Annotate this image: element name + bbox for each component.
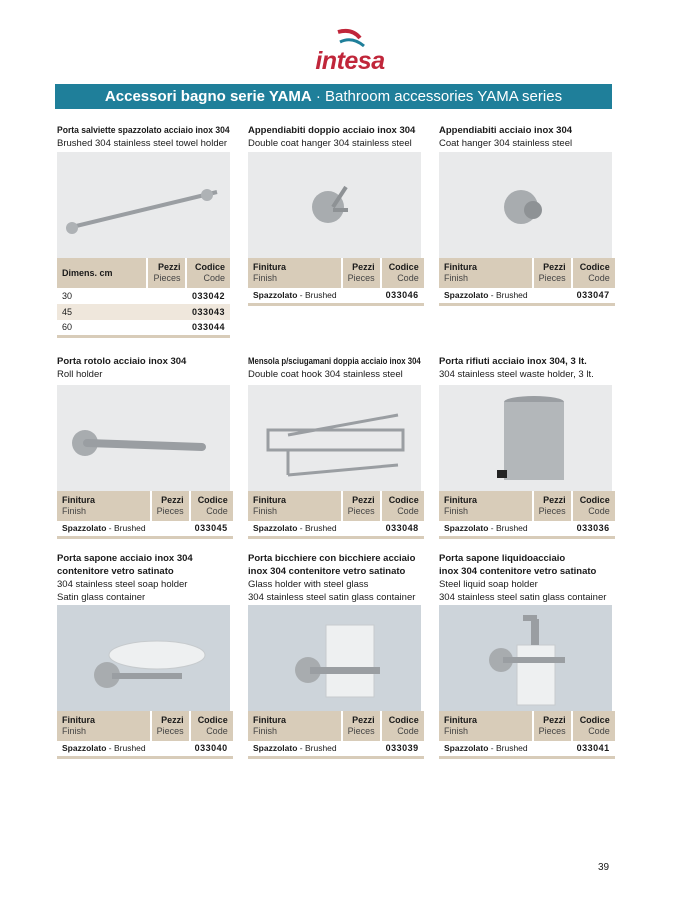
col-pieces: Pezzi Pieces <box>533 491 572 521</box>
pieces-cell <box>533 288 572 304</box>
product-title-en: Glass holder with steel glass <box>248 579 369 590</box>
product-table <box>248 711 424 759</box>
col-finish: Finitura Finish <box>248 711 342 741</box>
product-table <box>439 711 615 759</box>
title-italian: Accessori bagno serie YAMA <box>104 88 312 105</box>
glass-holder-icon <box>248 605 421 711</box>
product-title-en: Double coat hook 304 stainless steel <box>248 369 403 380</box>
col-pieces: Pezzi Pieces <box>151 711 190 741</box>
product-card <box>248 355 421 534</box>
product-title-en: Satin glass container <box>57 592 146 603</box>
product-image <box>248 385 421 491</box>
col-pieces: Pezzi Pieces <box>533 258 572 288</box>
product-title-en: Roll holder <box>57 369 103 380</box>
col-code: Codice Code <box>572 258 615 288</box>
roll-holder-icon <box>57 385 230 491</box>
product-table <box>248 258 424 306</box>
col-finish: Finitura Finish <box>248 491 342 521</box>
product-title-it: inox 304 contenitore vetro satinato <box>248 566 406 577</box>
product-card <box>439 355 612 534</box>
product-table <box>439 491 615 539</box>
product-title-it: contenitore vetro satinato <box>57 566 174 577</box>
col-code: Codice Code <box>572 711 615 741</box>
pieces-cell <box>151 521 190 537</box>
product-title-it: Porta sapone acciaio inox 304 <box>57 553 193 564</box>
pieces-cell <box>151 741 190 757</box>
code-cell: 033045 <box>190 521 233 537</box>
product-title-en: Brushed 304 stainless steel towel holder <box>57 138 228 149</box>
product-card <box>57 552 230 754</box>
code-cell: 033042 <box>191 291 225 301</box>
product-title-it: Appendiabiti acciaio inox 304 <box>439 125 573 136</box>
product-image <box>248 605 421 711</box>
product-image <box>248 152 421 258</box>
product-card <box>439 124 612 301</box>
title-english: Bathroom accessories YAMA series <box>325 88 563 105</box>
col-finish: Finitura Finish <box>248 258 342 288</box>
page-number: 39 <box>598 862 610 873</box>
product-title-it: inox 304 contenitore vetro satinato <box>439 566 597 577</box>
finish-cell: Spazzolato - Brushed <box>248 288 342 304</box>
table-row <box>439 288 615 304</box>
col-finish: Finitura Finish <box>57 711 151 741</box>
pieces-cell <box>342 288 381 304</box>
col-code: Codice Code <box>381 491 424 521</box>
code-cell: 033043 <box>186 304 230 320</box>
finish-cell: Spazzolato - Brushed <box>57 521 151 537</box>
dimension-cell: 30 <box>62 291 73 301</box>
product-table <box>57 491 233 539</box>
logo-text: intesa <box>315 47 385 75</box>
product-card <box>57 355 230 534</box>
code-cell: 033039 <box>381 741 424 757</box>
dimension-cell: 60 <box>57 320 147 336</box>
product-title-en: 304 stainless steel satin glass container <box>248 592 416 603</box>
intesa-logo <box>290 28 410 78</box>
product-image <box>57 605 230 711</box>
soap-dish-icon <box>57 605 230 711</box>
product-title-it: Porta rifiuti acciaio inox 304, 3 lt. <box>439 356 587 367</box>
product-card <box>248 124 421 301</box>
towel-shelf-icon <box>248 385 421 491</box>
code-cell: 033047 <box>572 288 615 304</box>
product-card <box>248 552 421 754</box>
product-title-it: Mensola p/sciugamani doppia acciaio inox 304 <box>248 356 421 367</box>
code-cell: 033040 <box>190 741 233 757</box>
code-cell: 033041 <box>572 741 615 757</box>
product-title-it: Appendiabiti doppio acciaio inox 304 <box>248 125 416 136</box>
pieces-cell <box>533 521 572 537</box>
pieces-cell <box>342 741 381 757</box>
col-finish: Finitura Finish <box>439 711 533 741</box>
table-row <box>57 320 230 336</box>
col-code: Codice Code <box>190 491 233 521</box>
pieces-cell <box>147 304 186 320</box>
pieces-cell <box>533 741 572 757</box>
product-title-it: Porta bicchiere con bicchiere acciaio <box>248 553 416 564</box>
product-table <box>439 258 615 306</box>
title-separator: · <box>311 88 326 105</box>
col-pieces: Pezzi Pieces <box>147 258 186 288</box>
product-image <box>439 152 612 258</box>
finish-cell: Spazzolato - Brushed <box>439 741 533 757</box>
product-title-en: 304 stainless steel soap holder <box>57 579 188 590</box>
product-title-it: Porta sapone liquidoacciaio <box>439 553 566 564</box>
code-cell: 033046 <box>381 288 424 304</box>
product-image <box>57 385 230 491</box>
table-row <box>248 521 424 537</box>
col-code: Codice Code <box>572 491 615 521</box>
product-image <box>57 152 230 258</box>
finish-cell: Spazzolato - Brushed <box>248 741 342 757</box>
product-title-en: Coat hanger 304 stainless steel <box>439 138 573 149</box>
table-row <box>57 741 233 757</box>
col-pieces: Pezzi Pieces <box>342 258 381 288</box>
product-title-en: Double coat hanger 304 stainless steel <box>248 138 412 149</box>
finish-cell: Spazzolato - Brushed <box>439 288 533 304</box>
single-hook-icon <box>439 152 612 258</box>
page-title-banner <box>55 84 612 109</box>
double-hook-icon <box>248 152 421 258</box>
table-row <box>248 741 424 757</box>
code-cell: 033044 <box>186 320 230 336</box>
col-code: Codice Code <box>381 711 424 741</box>
code-cell: 033036 <box>572 521 615 537</box>
col-pieces: Pezzi Pieces <box>342 491 381 521</box>
table-row <box>439 741 615 757</box>
product-table <box>57 258 230 338</box>
product-title-en: Steel liquid soap holder <box>439 579 538 590</box>
col-finish: Finitura Finish <box>439 258 533 288</box>
product-title-it: Porta salviette spazzolato acciaio inox 304 <box>57 125 230 136</box>
pieces-cell <box>147 288 186 304</box>
col-finish: Finitura Finish <box>57 491 151 521</box>
pieces-cell <box>342 521 381 537</box>
col-pieces: Pezzi Pieces <box>533 711 572 741</box>
col-code: Codice Code <box>190 711 233 741</box>
product-table <box>57 711 233 759</box>
product-image <box>439 605 612 711</box>
code-cell: 033048 <box>381 521 424 537</box>
waste-bin-icon <box>439 385 612 491</box>
table-row <box>248 288 424 304</box>
product-title-it: Porta rotolo acciaio inox 304 <box>57 356 187 367</box>
finish-cell: Spazzolato - Brushed <box>57 741 151 757</box>
product-card <box>439 552 612 754</box>
table-row <box>57 304 230 320</box>
dimension-cell: 45 <box>57 304 147 320</box>
product-title-en: 304 stainless steel waste holder, 3 lt. <box>439 369 594 380</box>
col-finish: Finitura Finish <box>439 491 533 521</box>
col-code: Codice Code <box>186 258 230 288</box>
table-row <box>439 521 615 537</box>
table-row <box>57 288 230 304</box>
finish-cell: Spazzolato - Brushed <box>248 521 342 537</box>
towel-bar-icon <box>57 152 230 258</box>
col-code: Codice Code <box>381 258 424 288</box>
pieces-cell <box>147 320 186 336</box>
table-row <box>57 521 233 537</box>
soap-dispenser-icon <box>439 605 612 711</box>
col-pieces: Pezzi Pieces <box>342 711 381 741</box>
finish-cell: Spazzolato - Brushed <box>439 521 533 537</box>
product-image <box>439 385 612 491</box>
product-table <box>248 491 424 539</box>
col-pieces: Pezzi Pieces <box>151 491 190 521</box>
col-dimensions: Dimens. cm <box>57 258 147 288</box>
product-title-en: 304 stainless steel satin glass container <box>439 592 607 603</box>
product-card <box>57 124 230 333</box>
